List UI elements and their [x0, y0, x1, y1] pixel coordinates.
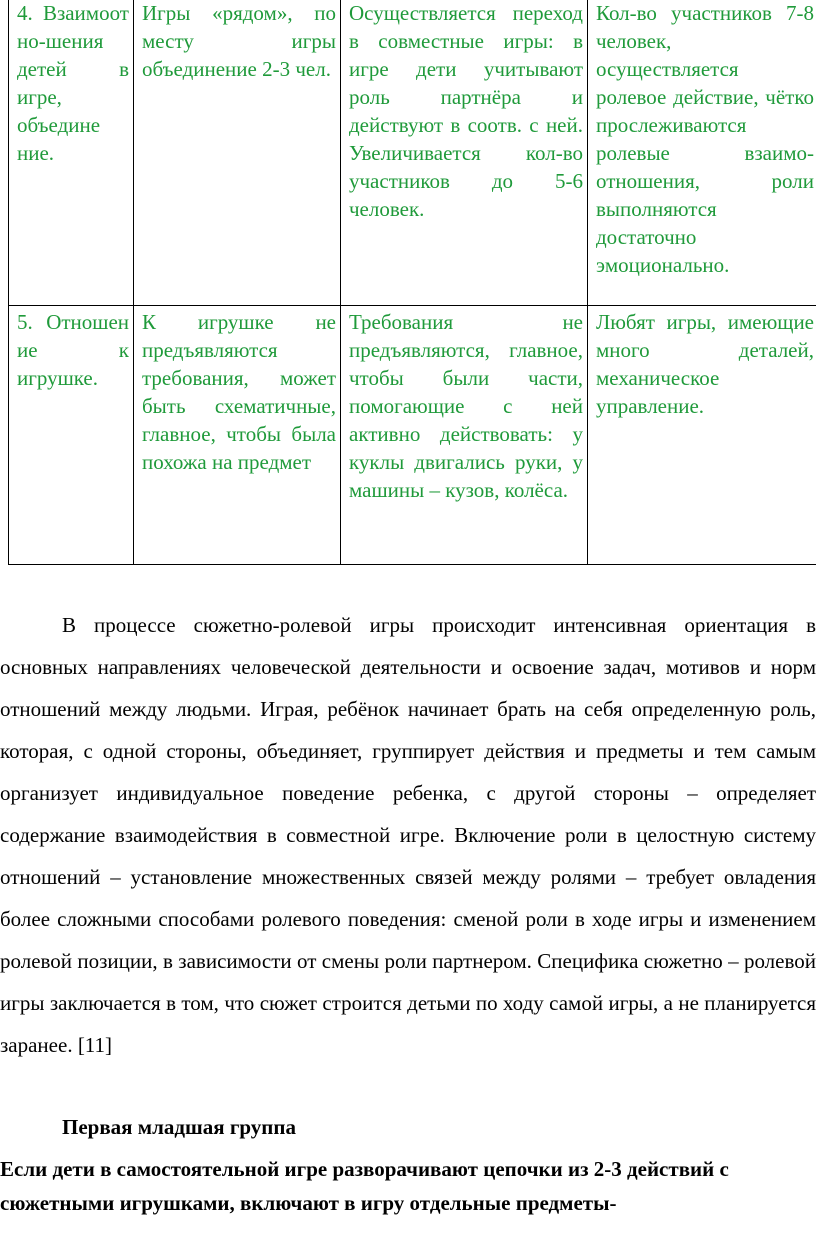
- bold-paragraph: Если дети в самостоятельной игре разворачивают цепочки из 2-3 действий с сюжетными игрушками, включают в игру отдельные предметы-: [0, 1157, 729, 1215]
- table-row: [9, 306, 816, 565]
- table-row: [9, 0, 816, 306]
- body-paragraph: В процессе сюжетно-ролевой игры происходит интенсивная ориентация в основных направлениях человеческой деятельности и освоение задач, мотивов и норм отношений между людьми. Играя, ребёнок начинает брать на себя определенную роль, которая, с одной стороны, объединяет, группирует действия и предметы и тем самым организует индивидуальное поведение ребенка, с другой стороны – определяет содержание взаимодействия в совместной игре. Включение роли в целостную систему отношений – установление множественных связей между ролями – требует овладения более сложными способами ролевого поведения: сменой роли в ходе игры и изменением ролевой позиции, в зависимости от смены роли партнером. Специфика сюжетно – ролевой игры заключается в том, что сюжет строится детьми по ходу самой игры, а не планируется заранее. [11]: [0, 613, 816, 1057]
- table-cell-stage-2: Требования не предъявляются, главное, чтобы были части, помогающие с ней активно действовать: у куклы двигались руки, у машины – кузов, колёса.: [341, 306, 588, 565]
- section-heading: Первая младшая группа: [62, 1115, 296, 1139]
- table-cell-criterion: 5. Отношен ие к игрушке.: [9, 306, 134, 565]
- table-cell-stage-1: К игрушке не предъявляются требования, может быть схематичные, главное, чтобы была похожа на предмет: [134, 306, 341, 565]
- table-cell-criterion: 4. Взаимоот но-шения детей в игре, объедине ние.: [9, 0, 134, 306]
- table-cell-stage-2: Осуществляется переход в совместные игры: в игре дети учитывают роль партнёра и действуют в соотв. с ней. Увеличивается кол-во участников до 5-6 человек.: [341, 0, 588, 306]
- table-cell-stage-3: Любят игры, имеющие много деталей, механическое управление.: [588, 306, 816, 565]
- table-cell-stage-3: Кол-во участников 7-8 человек, осуществляется ролевое действие, чётко прослеживаются ролевые взаимо-отношения, роли выполняются достаточно эмоционально.: [588, 0, 816, 306]
- development-table: [8, 0, 816, 565]
- table-cell-stage-1: Игры «рядом», по месту игры объединение 2-3 чел.: [134, 0, 341, 306]
